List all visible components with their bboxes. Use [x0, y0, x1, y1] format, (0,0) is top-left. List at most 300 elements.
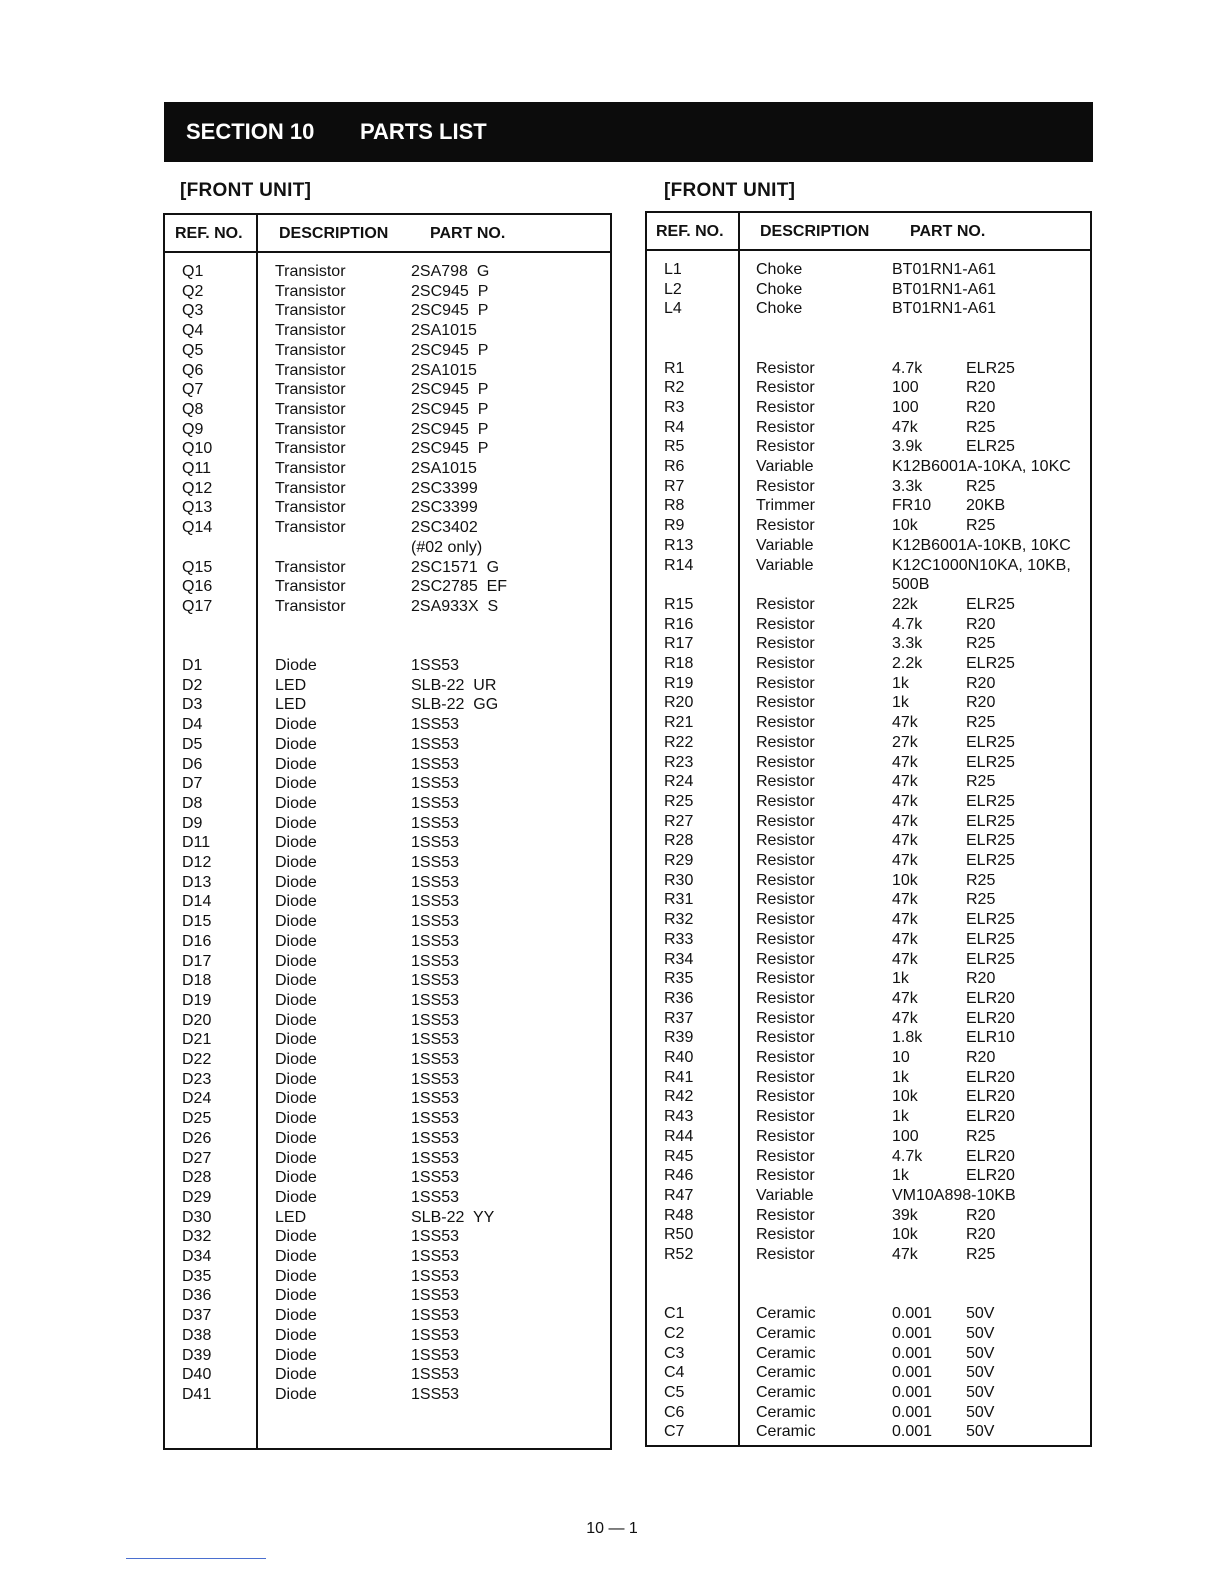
part-number-cell: 39k: [892, 1206, 918, 1224]
part-number-cell: 1SS53: [411, 952, 460, 970]
part-number-cell: 1SS53: [411, 1366, 460, 1384]
table-row: [165, 932, 610, 952]
spec-cell: ELR25: [966, 655, 1015, 672]
description-cell: Diode: [275, 854, 317, 871]
description-cell: Diode: [275, 1090, 317, 1108]
description-cell: Transistor: [275, 282, 346, 300]
part-number-cell: 1SS53: [411, 1287, 460, 1305]
description-cell: Ceramic: [756, 1344, 816, 1362]
ref-cell: Q17: [182, 597, 213, 615]
ref-cell: Q16: [182, 578, 213, 596]
table-row: [165, 755, 610, 775]
description-cell: Variable: [756, 556, 814, 574]
part-number-cell: 10k: [892, 1226, 918, 1244]
part-number-cell: SLB-22 UR: [411, 676, 497, 694]
table-row: [165, 1346, 610, 1366]
table-row: [165, 952, 610, 972]
table-row: [647, 1147, 1090, 1167]
right-header-ref: REF. NO.: [656, 223, 724, 240]
description-cell: Resistor: [756, 595, 815, 613]
spec-cell: 50V: [966, 1344, 995, 1362]
ref-cell: D36: [182, 1287, 212, 1305]
spec-cell: 50V: [966, 1364, 995, 1382]
part-number-cell: 1.8k: [892, 1029, 923, 1047]
ref-cell: C4: [664, 1364, 685, 1382]
description-cell: Resistor: [756, 477, 815, 495]
part-number-cell: 2SA933X S: [411, 597, 499, 615]
part-number-cell: 2SC945 P: [411, 381, 489, 399]
part-number-cell: 2SA1015: [411, 460, 477, 477]
spec-cell: ELR20: [966, 1068, 1015, 1086]
part-number-cell: 1k: [892, 970, 909, 988]
table-row: [165, 676, 610, 696]
spec-cell: R20: [966, 694, 996, 712]
part-number-cell: 1SS53: [411, 1267, 460, 1285]
part-number-cell: 10k: [892, 871, 918, 889]
part-number-cell: 1SS53: [411, 814, 460, 832]
ref-cell: Q7: [182, 381, 204, 399]
description-cell: Diode: [275, 1070, 317, 1088]
description-cell: Diode: [275, 991, 317, 1009]
ref-cell: Q11: [182, 460, 212, 477]
part-number-cell: 1k: [892, 1108, 909, 1126]
spec-cell: ELR25: [966, 950, 1015, 968]
description-cell: LED: [275, 1208, 307, 1226]
table-row: [647, 1403, 1090, 1423]
part-number-cell: 1SS53: [411, 893, 460, 911]
table-row: [165, 479, 610, 499]
ref-cell: Q1: [182, 263, 204, 280]
table-row: [165, 597, 610, 617]
spec-cell: 50V: [966, 1383, 995, 1401]
table-row: [647, 831, 1090, 851]
left-header-ref: REF. NO.: [175, 225, 243, 242]
spec-cell: ELR25: [966, 930, 1015, 948]
ref-cell: Q8: [182, 400, 204, 418]
description-cell: Resistor: [756, 852, 815, 869]
spec-cell: R25: [966, 1246, 996, 1263]
table-row: [165, 518, 610, 538]
ref-cell: R27: [664, 812, 694, 830]
ref-cell: R42: [664, 1088, 694, 1106]
table-row: [165, 1208, 610, 1228]
ref-cell: Q3: [182, 302, 204, 320]
part-number-cell: 0.001: [892, 1364, 933, 1382]
table-row: [647, 1107, 1090, 1127]
ref-cell: C3: [664, 1344, 685, 1362]
description-cell: Resistor: [756, 950, 815, 968]
spec-cell: ELR25: [966, 733, 1015, 751]
table-row: [165, 656, 610, 676]
description-cell: Diode: [275, 755, 317, 773]
description-cell: Variable: [756, 536, 814, 554]
ref-cell: D28: [182, 1169, 212, 1187]
spec-cell: 50V: [966, 1324, 995, 1342]
description-cell: Variable: [756, 458, 814, 475]
description-cell: Transistor: [275, 361, 346, 379]
ref-cell: R17: [664, 635, 694, 653]
ref-cell: D26: [182, 1129, 212, 1147]
ref-cell: Q9: [182, 420, 204, 438]
description-cell: Transistor: [275, 558, 346, 576]
part-number-cell: 100: [892, 398, 919, 416]
ref-cell: Q4: [182, 322, 204, 340]
part-number-cell: 1SS53: [411, 1110, 460, 1128]
table-row: [647, 1127, 1090, 1147]
ref-cell: D24: [182, 1090, 212, 1108]
part-number-cell: BT01RN1-A61: [892, 261, 997, 278]
description-cell: Resistor: [756, 773, 815, 791]
part-number-cell: 4.7k: [892, 615, 923, 633]
description-cell: Diode: [275, 1228, 317, 1246]
ref-cell: D11: [182, 834, 211, 852]
part-number-cell: 1k: [892, 1167, 909, 1185]
ref-cell: D1: [182, 657, 203, 674]
part-number-cell: 47k: [892, 792, 918, 810]
table-row: [647, 871, 1090, 891]
description-cell: Resistor: [756, 792, 815, 810]
description-cell: Diode: [275, 794, 317, 812]
table-row: [647, 1166, 1090, 1186]
table-row: [647, 457, 1090, 477]
table-row: [647, 910, 1090, 930]
spec-cell: ELR25: [966, 438, 1015, 456]
part-number-cell: 1k: [892, 694, 909, 712]
ref-cell: D7: [182, 775, 203, 793]
description-cell: Resistor: [756, 694, 815, 712]
table-row: [647, 1087, 1090, 1107]
description-cell: Resistor: [756, 714, 815, 732]
table-row: [165, 262, 610, 282]
part-number-cell: 0.001: [892, 1403, 933, 1421]
spec-cell: 50V: [966, 1305, 995, 1323]
part-number-cell: 1SS53: [411, 775, 460, 793]
part-number-cell: 2SC3402: [411, 519, 478, 537]
description-cell: Diode: [275, 1129, 317, 1147]
ref-cell: D6: [182, 755, 203, 773]
ref-cell: R24: [664, 773, 694, 791]
description-cell: Resistor: [756, 635, 815, 653]
part-number-cell: 3.9k: [892, 438, 923, 456]
description-cell: Resistor: [756, 517, 815, 535]
ref-cell: R4: [664, 418, 685, 436]
description-cell: Choke: [756, 300, 803, 318]
description-cell: Transistor: [275, 578, 346, 596]
table-row: [165, 1326, 610, 1346]
description-cell: Diode: [275, 1011, 317, 1029]
part-number-cell: 47k: [892, 1246, 918, 1263]
part-number-cell: 47k: [892, 753, 918, 771]
table-row: [647, 615, 1090, 635]
table-row: [165, 282, 610, 302]
table-row: [647, 674, 1090, 694]
part-number-cell: 47k: [892, 930, 918, 948]
description-cell: Resistor: [756, 1009, 815, 1027]
description-cell: Resistor: [756, 832, 815, 850]
table-row: [165, 1050, 610, 1070]
part-number-cell: (#02 only): [411, 538, 483, 556]
part-number-cell: 0.001: [892, 1324, 933, 1342]
part-number-cell: 1SS53: [411, 657, 460, 674]
ref-cell: R13: [664, 536, 694, 554]
table-row: [165, 1089, 610, 1109]
ref-cell: Q5: [182, 341, 204, 359]
part-number-cell: 500B: [892, 576, 930, 594]
table-row: [165, 1227, 610, 1247]
spec-cell: ELR20: [966, 1147, 1015, 1165]
part-number-cell: 47k: [892, 812, 918, 830]
part-number-cell: 100: [892, 379, 919, 397]
description-cell: Resistor: [756, 1226, 815, 1244]
part-number-cell: 47k: [892, 714, 918, 732]
description-cell: Diode: [275, 1307, 317, 1325]
part-number-cell: 2SA1015: [411, 361, 477, 379]
ref-cell: Q12: [182, 479, 213, 497]
ref-cell: R40: [664, 1049, 694, 1066]
description-cell: Resistor: [756, 1167, 815, 1185]
ref-cell: D12: [182, 854, 212, 871]
description-cell: Resistor: [756, 911, 815, 929]
part-number-cell: 10k: [892, 517, 918, 535]
part-number-cell: 3.3k: [892, 635, 923, 653]
table-row: [165, 577, 610, 597]
description-cell: Diode: [275, 834, 317, 852]
spec-cell: R25: [966, 477, 996, 495]
table-row: [647, 1028, 1090, 1048]
page-number: 10 — 1: [586, 1520, 638, 1537]
ref-cell: Q2: [182, 282, 204, 300]
ref-cell: D19: [182, 991, 212, 1009]
left-unit-title: [FRONT UNIT]: [180, 180, 312, 201]
ref-cell: L1: [664, 261, 682, 278]
table-row: [647, 477, 1090, 497]
table-row: [165, 833, 610, 853]
description-cell: Resistor: [756, 930, 815, 948]
table-row: [647, 634, 1090, 654]
section-label: SECTION 10: [186, 119, 315, 144]
spec-cell: R20: [966, 1206, 996, 1224]
ref-cell: Q6: [182, 361, 204, 379]
table-row: [165, 1188, 610, 1208]
part-number-cell: 0.001: [892, 1305, 933, 1323]
part-number-cell: 10k: [892, 1088, 918, 1106]
description-cell: Resistor: [756, 655, 815, 672]
ref-cell: R39: [664, 1029, 694, 1047]
ref-cell: L4: [664, 300, 682, 318]
ref-cell: D8: [182, 794, 203, 812]
description-cell: Diode: [275, 657, 317, 674]
part-number-cell: 1k: [892, 674, 909, 692]
table-row: [165, 1286, 610, 1306]
table-row: [647, 339, 1090, 359]
part-number-cell: 2SC3399: [411, 499, 478, 517]
table-row: [647, 299, 1090, 319]
ref-cell: D38: [182, 1326, 212, 1344]
description-cell: Diode: [275, 1346, 317, 1364]
ref-cell: R47: [664, 1186, 694, 1204]
table-row: [647, 1245, 1090, 1265]
description-cell: Diode: [275, 1326, 317, 1344]
description-cell: Resistor: [756, 418, 815, 436]
table-row: [165, 814, 610, 834]
description-cell: Transistor: [275, 263, 346, 280]
spec-cell: 20KB: [966, 497, 1006, 515]
spec-cell: ELR25: [966, 911, 1015, 929]
description-cell: Diode: [275, 952, 317, 970]
table-row: [165, 735, 610, 755]
part-number-cell: 1SS53: [411, 735, 460, 753]
description-cell: Ceramic: [756, 1305, 816, 1323]
part-number-cell: 47k: [892, 950, 918, 968]
spec-cell: 50V: [966, 1423, 995, 1441]
table-row: [647, 516, 1090, 536]
ref-cell: R41: [664, 1068, 694, 1086]
spec-cell: R20: [966, 970, 996, 988]
ref-cell: D4: [182, 716, 203, 734]
description-cell: Resistor: [756, 1068, 815, 1086]
part-number-cell: 1SS53: [411, 1149, 460, 1167]
table-row: [647, 792, 1090, 812]
ref-cell: R46: [664, 1167, 694, 1185]
ref-cell: Q15: [182, 558, 213, 576]
part-number-cell: 22k: [892, 595, 918, 613]
part-number-cell: 2SC945 P: [411, 440, 489, 458]
spec-cell: ELR25: [966, 753, 1015, 771]
left-parts-table: [163, 213, 612, 1450]
part-number-cell: 4.7k: [892, 359, 923, 377]
part-number-cell: 2SA798 G: [411, 263, 490, 280]
ref-cell: R5: [664, 438, 685, 456]
description-cell: Resistor: [756, 1206, 815, 1224]
description-cell: Variable: [756, 1186, 814, 1204]
part-number-cell: 1SS53: [411, 854, 460, 871]
description-cell: Resistor: [756, 1147, 815, 1165]
spec-cell: ELR25: [966, 832, 1015, 850]
part-number-cell: 1SS53: [411, 1188, 460, 1206]
spec-cell: R25: [966, 635, 996, 653]
spec-cell: R25: [966, 871, 996, 889]
table-row: [165, 1168, 610, 1188]
table-row: [165, 1070, 610, 1090]
table-row: [165, 892, 610, 912]
description-cell: Transistor: [275, 499, 346, 517]
ref-cell: D2: [182, 676, 203, 694]
description-cell: Transistor: [275, 400, 346, 418]
table-row: [647, 1186, 1090, 1206]
description-cell: Ceramic: [756, 1383, 816, 1401]
table-row: [647, 851, 1090, 871]
table-row: [647, 1284, 1090, 1304]
description-cell: Diode: [275, 1385, 317, 1403]
part-number-cell: 4.7k: [892, 1147, 923, 1165]
description-cell: Diode: [275, 1051, 317, 1068]
description-cell: Diode: [275, 972, 317, 990]
ref-cell: R14: [664, 556, 694, 574]
table-row: [647, 280, 1090, 300]
part-number-cell: 2SC1571 G: [411, 558, 500, 576]
ref-cell: Q14: [182, 519, 213, 537]
ref-cell: D16: [182, 932, 212, 950]
description-cell: Resistor: [756, 733, 815, 751]
description-cell: Resistor: [756, 891, 815, 909]
table-row: [165, 400, 610, 420]
ref-cell: R23: [664, 753, 694, 771]
table-row: [647, 378, 1090, 398]
ref-cell: D27: [182, 1149, 212, 1167]
ref-cell: D3: [182, 696, 203, 714]
table-row: [647, 1009, 1090, 1029]
spec-cell: ELR25: [966, 359, 1015, 377]
part-number-cell: 47k: [892, 852, 918, 869]
description-cell: Diode: [275, 893, 317, 911]
description-cell: Transistor: [275, 381, 346, 399]
table-row: [647, 772, 1090, 792]
left-header-desc: DESCRIPTION: [279, 225, 389, 242]
table-row: [647, 812, 1090, 832]
ref-cell: Q10: [182, 440, 213, 458]
part-number-cell: 0.001: [892, 1423, 933, 1441]
description-cell: Resistor: [756, 1049, 815, 1066]
description-cell: Transistor: [275, 479, 346, 497]
ref-cell: C1: [664, 1305, 685, 1323]
spec-cell: ELR25: [966, 792, 1015, 810]
table-row: [165, 636, 610, 656]
table-row: [647, 1048, 1090, 1068]
part-number-cell: 2SC3399: [411, 479, 478, 497]
ref-cell: R22: [664, 733, 694, 751]
description-cell: Resistor: [756, 398, 815, 416]
table-row: [647, 575, 1090, 595]
table-row: [165, 1365, 610, 1385]
table-row: [165, 321, 610, 341]
part-number-cell: 47k: [892, 418, 918, 436]
part-number-cell: 1SS53: [411, 1228, 460, 1246]
part-number-cell: VM10A898-10KB: [892, 1186, 1016, 1204]
ref-cell: D14: [182, 893, 212, 911]
part-number-cell: 1SS53: [411, 834, 460, 852]
ref-cell: D15: [182, 913, 212, 931]
section-title: PARTS LIST: [360, 119, 487, 144]
description-cell: Diode: [275, 1110, 317, 1128]
part-number-cell: 1SS53: [411, 1070, 460, 1088]
table-row: [647, 693, 1090, 713]
part-number-cell: 1SS53: [411, 1248, 460, 1265]
ref-cell: D37: [182, 1307, 212, 1325]
table-row: [647, 713, 1090, 733]
spec-cell: ELR20: [966, 1167, 1015, 1185]
ref-cell: R28: [664, 832, 694, 850]
table-row: [165, 361, 610, 381]
ref-cell: R25: [664, 792, 694, 810]
table-row: [647, 1225, 1090, 1245]
part-number-cell: 1SS53: [411, 932, 460, 950]
description-cell: Resistor: [756, 989, 815, 1007]
part-number-cell: 47k: [892, 773, 918, 791]
spec-cell: ELR20: [966, 1088, 1015, 1106]
ref-cell: R15: [664, 595, 694, 613]
table-row: [647, 930, 1090, 950]
part-number-cell: 2SC945 P: [411, 420, 489, 438]
spec-cell: ELR25: [966, 595, 1015, 613]
table-row: [647, 418, 1090, 438]
ref-cell: R36: [664, 989, 694, 1007]
table-row: [647, 1344, 1090, 1364]
table-row: [647, 556, 1090, 576]
description-cell: Resistor: [756, 615, 815, 633]
ref-cell: R8: [664, 497, 685, 515]
ref-cell: D35: [182, 1267, 212, 1285]
part-number-cell: 2.2k: [892, 655, 923, 672]
